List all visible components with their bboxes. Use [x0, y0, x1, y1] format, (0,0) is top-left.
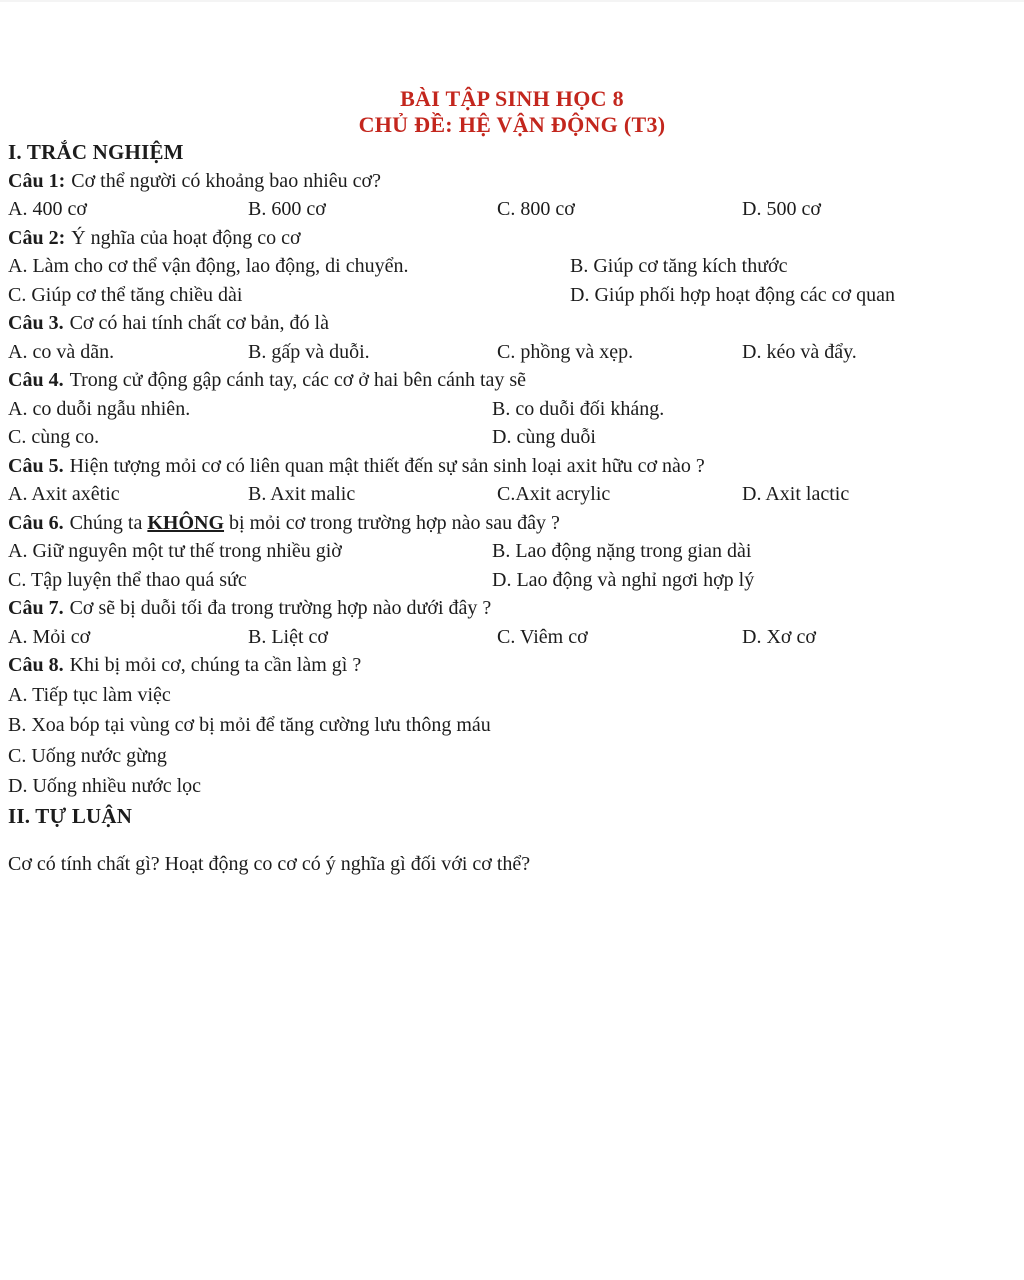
- question-2-label: Câu 2:: [8, 226, 66, 249]
- question-6-text-pre: Chúng ta: [69, 511, 143, 534]
- option-a: A. Mỏi cơ: [8, 625, 91, 648]
- essay-question: Cơ có tính chất gì? Hoạt động co cơ có ý nghĩa gì đối với cơ thể?: [8, 853, 531, 875]
- option-d: D. Axit lactic: [742, 483, 850, 505]
- option-c: C. Tập luyện thể thao quá sức: [8, 568, 247, 591]
- question-1-text: Cơ thể người có khoảng bao nhiêu cơ?: [71, 169, 381, 192]
- question-7-text: Cơ sẽ bị duỗi tối đa trong trường hợp nào dưới đây ?: [69, 597, 492, 619]
- question-5-text: Hiện tượng mỏi cơ có liên quan mật thiết đến sự sản sinh loại axit hữu cơ nào ?: [69, 454, 705, 477]
- option-c: C. Uống nước gừng: [8, 744, 167, 767]
- question-4-options-row-2: [8, 423, 1016, 452]
- question-4: [8, 366, 1016, 395]
- question-4-options-row-1: [8, 395, 1016, 424]
- option-c: C. phồng và xẹp.: [497, 340, 634, 363]
- option-d: D. Lao động và nghỉ ngơi hợp lý: [492, 568, 755, 591]
- question-8-label: Câu 8.: [8, 654, 64, 676]
- document-subtitle: CHỦ ĐỀ: HỆ VẬN ĐỘNG (T3): [358, 112, 666, 137]
- question-6-text-post: bị mỏi cơ trong trường hợp nào sau đây ?: [224, 511, 560, 534]
- option-a: A. co và dãn.: [8, 340, 115, 363]
- question-6-emphasis: KHÔNG: [147, 511, 225, 534]
- option-d: D. Uống nhiều nước lọc: [8, 775, 202, 797]
- option-a: A. Giữ nguyên một tư thế trong nhiều giờ: [8, 540, 342, 562]
- question-7-label: Câu 7.: [8, 597, 64, 619]
- option-d: D. Xơ cơ: [742, 625, 816, 648]
- option-a: A. co duỗi ngẫu nhiên.: [8, 397, 191, 420]
- question-2-options-row-2: [8, 281, 1016, 310]
- question-1: [8, 167, 1016, 196]
- option-b: B. co duỗi đối kháng.: [492, 397, 665, 420]
- question-6-options-row-1: [8, 537, 1016, 566]
- option-c: C.Axit acrylic: [497, 483, 611, 505]
- question-1-label: Câu 1:: [8, 169, 66, 192]
- question-3-options: [8, 338, 1016, 367]
- question-7: [8, 594, 1016, 623]
- question-1-options: [8, 195, 1016, 224]
- option-a: A. Axit axêtic: [8, 483, 120, 505]
- option-b: B. Axit malic: [248, 483, 356, 505]
- question-3-label: Câu 3.: [8, 312, 64, 334]
- question-4-label: Câu 4.: [8, 369, 64, 391]
- option-c: C. 800 cơ: [497, 198, 575, 220]
- option-b: B. Giúp cơ tăng kích thước: [570, 255, 788, 277]
- option-d: D. Giúp phối hợp hoạt động các cơ quan: [570, 283, 895, 306]
- section-heading-tu-luan: II. TỰ LUẬN: [8, 803, 133, 828]
- question-3: [8, 309, 1016, 338]
- question-6: [8, 509, 1016, 538]
- section-heading-trac-nghiem: I. TRẮC NGHIỆM: [8, 140, 184, 164]
- question-4-text: Trong cử động gập cánh tay, các cơ ở hai bên cánh tay sẽ: [69, 369, 527, 391]
- option-b: B. gấp và duỗi.: [248, 340, 370, 363]
- question-5-label: Câu 5.: [8, 454, 64, 477]
- question-2: [8, 224, 1016, 253]
- option-a: A. Làm cho cơ thể vận động, lao động, di chuyển.: [8, 255, 409, 277]
- question-7-options: [8, 623, 1016, 652]
- question-8-options: [8, 680, 1016, 802]
- question-5-options: [8, 480, 1016, 509]
- document-page: [0, 2, 1024, 1280]
- option-b: B. 600 cơ: [248, 198, 326, 220]
- option-a: A. Tiếp tục làm việc: [8, 683, 171, 706]
- option-c: C. cùng co.: [8, 426, 100, 448]
- question-8-text: Khi bị mỏi cơ, chúng ta cần làm gì ?: [69, 654, 362, 676]
- document-title: BÀI TẬP SINH HỌC 8: [400, 86, 624, 111]
- option-d: D. cùng duỗi: [492, 426, 596, 448]
- option-d: D. kéo và đẩy.: [742, 340, 857, 363]
- option-b: B. Xoa bóp tại vùng cơ bị mỏi để tăng cường lưu thông máu: [8, 714, 491, 736]
- question-3-text: Cơ có hai tính chất cơ bản, đó là: [69, 312, 329, 334]
- question-5: [8, 452, 1016, 481]
- option-c: C. Giúp cơ thể tăng chiều dài: [8, 283, 243, 306]
- option-b: B. Liệt cơ: [248, 625, 328, 648]
- option-b: B. Lao động nặng trong gian dài: [492, 540, 752, 562]
- question-2-text: Ý nghĩa của hoạt động co cơ: [71, 226, 301, 249]
- option-a: A. 400 cơ: [8, 198, 87, 220]
- option-d: D. 500 cơ: [742, 198, 821, 220]
- question-6-options-row-2: [8, 566, 1016, 595]
- question-8: [8, 651, 1016, 680]
- question-2-options-row-1: [8, 252, 1016, 281]
- option-c: C. Viêm cơ: [497, 625, 588, 648]
- question-6-label: Câu 6.: [8, 511, 64, 534]
